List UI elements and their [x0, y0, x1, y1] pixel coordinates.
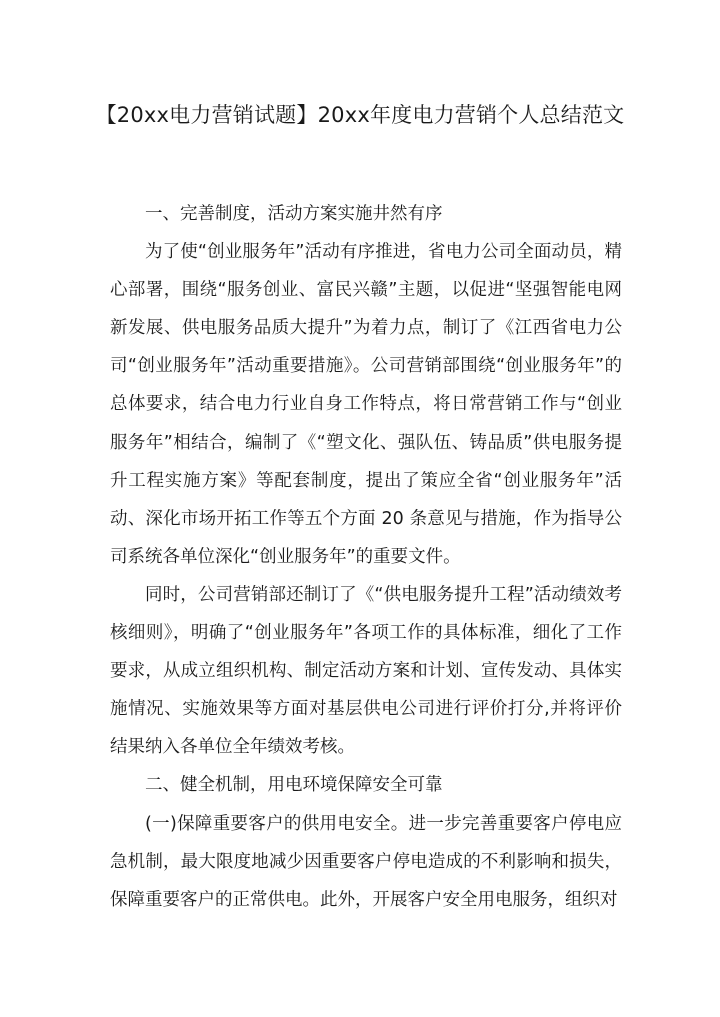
- paragraph-3: (一)保障重要客户的供用电安全。进一步完善重要客户停电应急机制，最大限度地减少因重要客户停电造成的不利影响和损失，保障重要客户的正常供电。此外，开展客户安全用电服务，组织对: [110, 813, 622, 910]
- section-heading-1: 一、完善制度，活动方案实施井然有序: [145, 204, 443, 224]
- document-title: 【20xx电力营销试题】20xx年度电力营销个人总结范文: [95, 103, 625, 127]
- paragraph-2: 同时，公司营销部还制订了《“供电服务提升工程”活动绩效考核细则》，明确了“创业服务年”各项工作的具体标准，细化了工作要求，从成立组织机构、制定活动方案和计划、宣传发动、具体实施情况、实施效果等方面对基层供电公司进行评价打分,并将评价结果纳入各单位全年绩效考核。: [110, 584, 622, 758]
- paragraph-1: 为了使“创业服务年”活动有序推进，省电力公司全面动员，精心部署，围绕“服务创业、富民兴赣”主题，以促进“坚强智能电网新发展、供电服务品质大提升”为着力点，制订了《江西省电力公司“创业服务年”活动重要措施》。公司营销部围绕“创业服务年”的总体要求，结合电力行业自身工作特点，将日常营销工作与“创业服务年”相结合，编制了《“塑文化、强队伍、铸品质”供电服务提升工程实施方案》等配套制度，提出了策应全省“创业服务年”活动、深化市场开拓工作等五个方面 20 条意见与措施，作为指导公司系统各单位深化“创业服务年”的重要文件。: [110, 242, 622, 567]
- document-body: [110, 195, 622, 919]
- section-heading-2: 二、健全机制，用电环境保障安全可靠: [145, 775, 443, 796]
